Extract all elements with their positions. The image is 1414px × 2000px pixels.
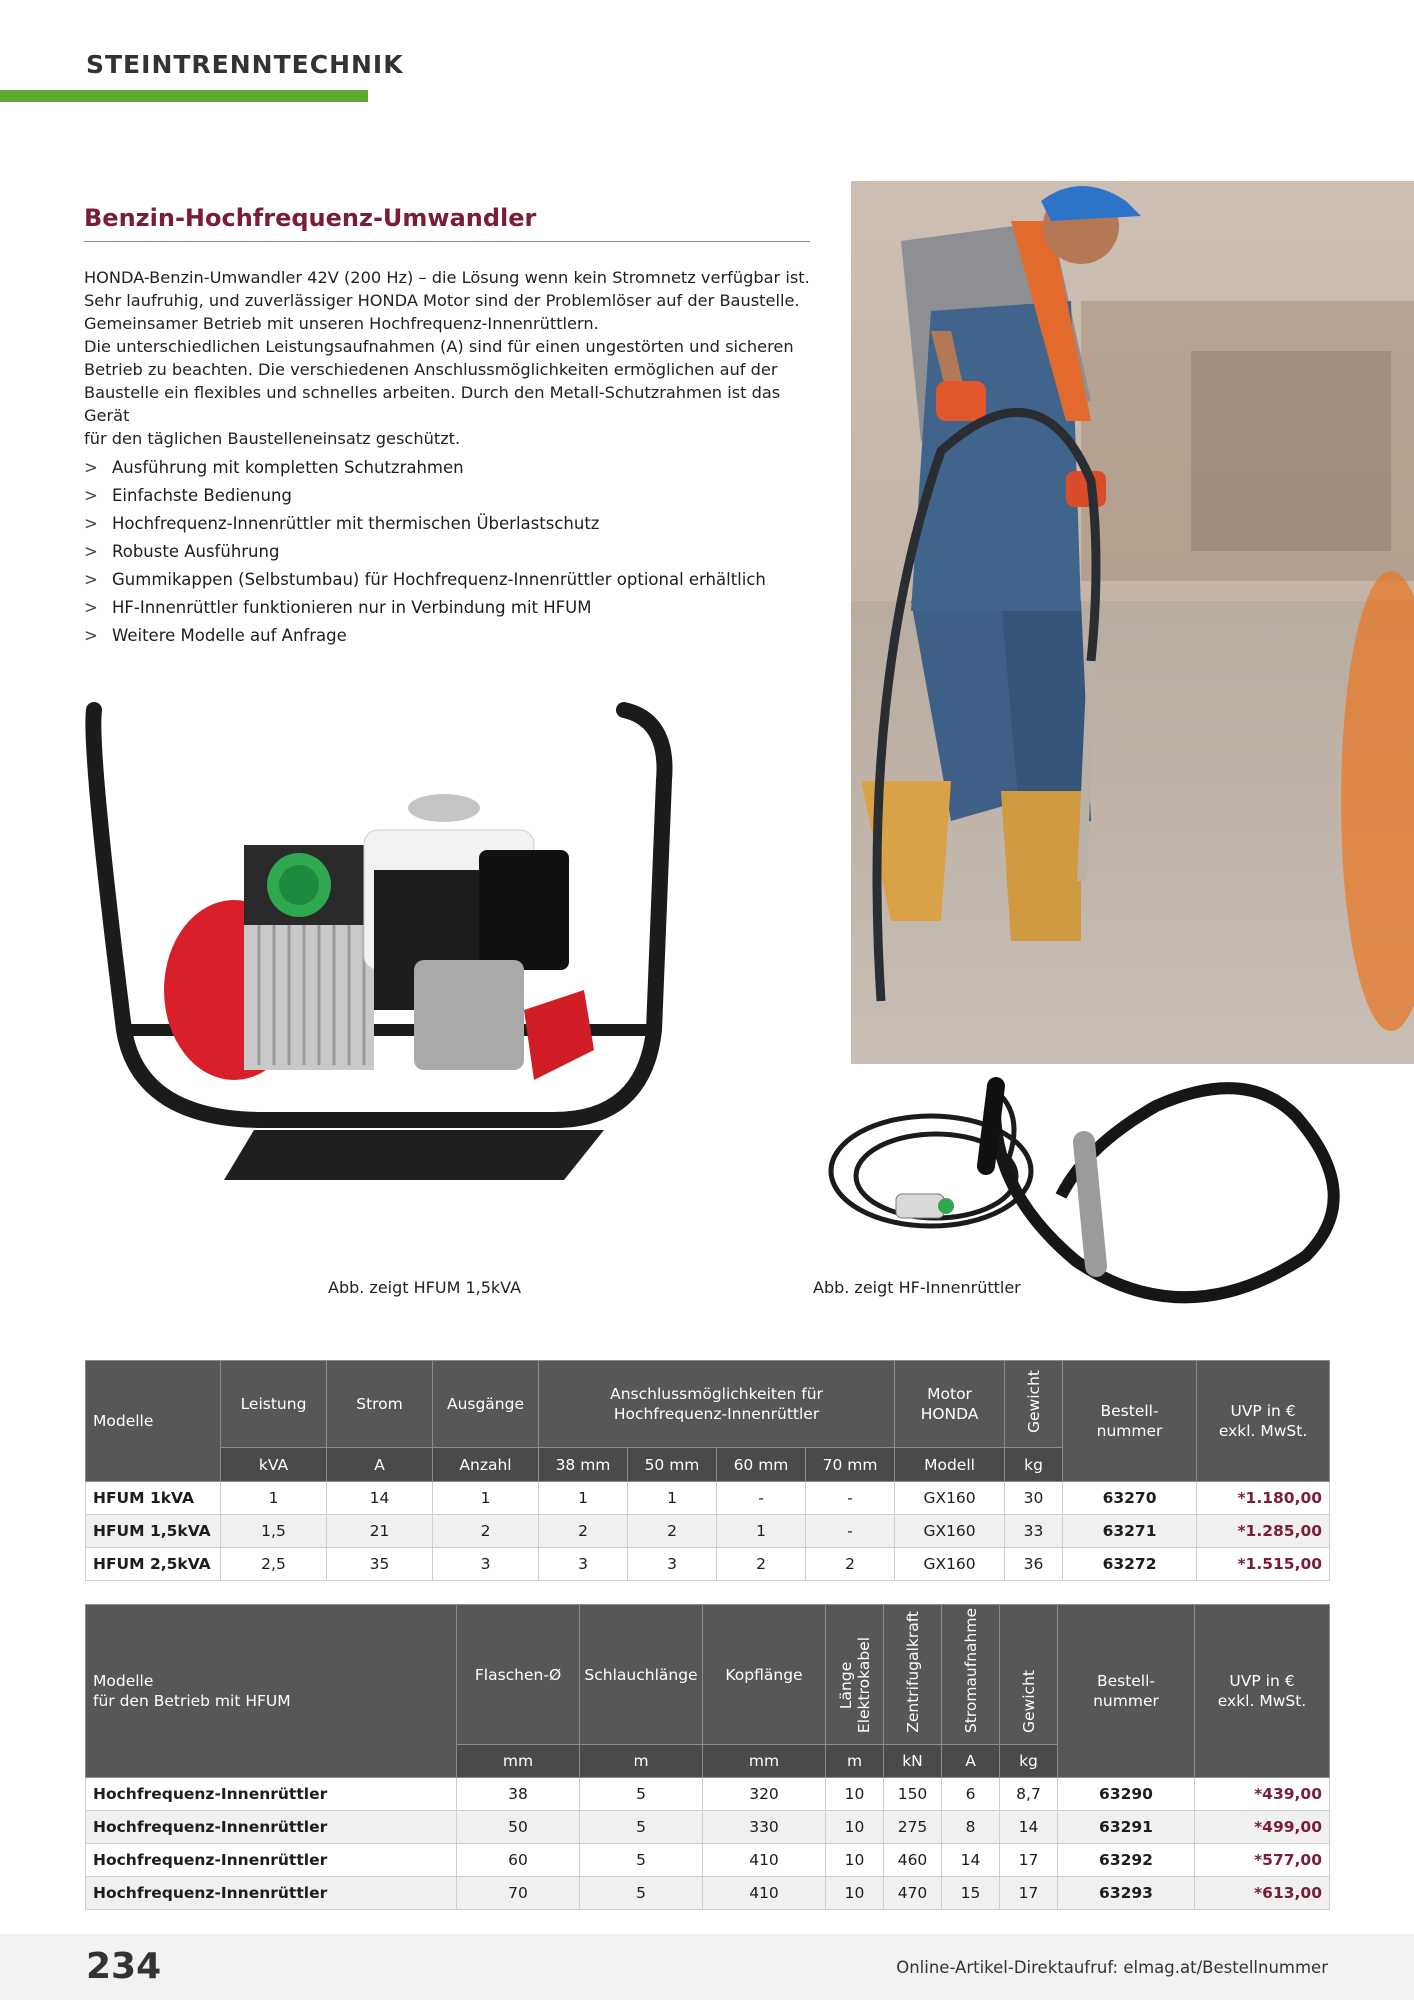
price-cell: *439,00 bbox=[1195, 1778, 1330, 1811]
table-row bbox=[86, 1548, 1330, 1581]
intro-line: Sehr laufruhig, und zuverlässiger HONDA Motor sind der Problemlöser auf der Baustelle. bbox=[84, 291, 800, 310]
price-cell: *1.515,00 bbox=[1197, 1548, 1330, 1581]
header-motor-line2: HONDA bbox=[920, 1405, 979, 1423]
table-cell: 10 bbox=[826, 1844, 884, 1877]
feature-text: Robuste Ausführung bbox=[112, 542, 280, 561]
table-cell: 10 bbox=[826, 1778, 884, 1811]
table-cell: GX160 bbox=[895, 1515, 1005, 1548]
table-cell: 36 bbox=[1005, 1548, 1063, 1581]
order-number-cell: 63271 bbox=[1063, 1515, 1197, 1548]
model-cell: Hochfrequenz-Innenrüttler bbox=[86, 1877, 457, 1910]
table-cell: 21 bbox=[327, 1515, 433, 1548]
intro-line: Die unterschiedlichen Leistungsaufnahmen (A) sind für einen ungestörten und sicheren bbox=[84, 337, 794, 356]
table-cell: 6 bbox=[942, 1778, 1000, 1811]
unit-cell: Anzahl bbox=[433, 1448, 539, 1482]
bullet-marker: > bbox=[84, 598, 98, 617]
table-cell: 330 bbox=[703, 1811, 826, 1844]
table-cell: 10 bbox=[826, 1811, 884, 1844]
table-cell: 1 bbox=[717, 1515, 806, 1548]
table-cell: 30 bbox=[1005, 1482, 1063, 1515]
order-number-cell: 63270 bbox=[1063, 1482, 1197, 1515]
header-motor-line1: Motor bbox=[927, 1385, 972, 1403]
bullet-marker: > bbox=[84, 458, 98, 477]
header-ausgaenge: Ausgänge bbox=[433, 1361, 539, 1448]
header-uvp-line2: exkl. MwSt. bbox=[1217, 1692, 1307, 1710]
unit-cell: mm bbox=[703, 1745, 826, 1778]
bullet-marker: > bbox=[84, 626, 98, 645]
feature-text: Einfachste Bedienung bbox=[112, 486, 292, 505]
table-cell: 1 bbox=[628, 1482, 717, 1515]
table-cell: 60 bbox=[457, 1844, 580, 1877]
feature-text: Ausführung mit kompletten Schutzrahmen bbox=[112, 458, 464, 477]
header-anschluss bbox=[539, 1361, 895, 1448]
table-row bbox=[86, 1778, 1330, 1811]
bullet-marker: > bbox=[84, 542, 98, 561]
header-bestell-line1: Bestell- bbox=[1096, 1672, 1156, 1690]
header-gewicht-text: Gewicht bbox=[1019, 1670, 1038, 1733]
worker-photo bbox=[851, 181, 1414, 1064]
table-cell: 8 bbox=[942, 1811, 1000, 1844]
generator-caption: Abb. zeigt HFUM 1,5kVA bbox=[328, 1278, 522, 1297]
table-cell: 14 bbox=[1000, 1811, 1058, 1844]
header-modelle: Modelle bbox=[86, 1361, 221, 1482]
price-cell: *499,00 bbox=[1195, 1811, 1330, 1844]
vibrator-spec-table bbox=[85, 1604, 1330, 1910]
header-uvp-line1: UVP in € bbox=[1230, 1402, 1296, 1420]
model-cell: Hochfrequenz-Innenrüttler bbox=[86, 1778, 457, 1811]
table-cell: 1,5 bbox=[221, 1515, 327, 1548]
table-cell: 8,7 bbox=[1000, 1778, 1058, 1811]
table-cell: 38 bbox=[457, 1778, 580, 1811]
product-title: Benzin-Hochfrequenz-Umwandler bbox=[84, 204, 537, 232]
header-uvp bbox=[1197, 1361, 1330, 1482]
header-gewicht bbox=[1005, 1361, 1063, 1448]
table-cell: 410 bbox=[703, 1844, 826, 1877]
table-cell: - bbox=[717, 1482, 806, 1515]
feature-list bbox=[84, 454, 824, 650]
unit-cell: m bbox=[826, 1745, 884, 1778]
header-kopf: Kopflänge bbox=[703, 1605, 826, 1745]
table-cell: 33 bbox=[1005, 1515, 1063, 1548]
feature-item bbox=[84, 454, 824, 482]
table-cell: 2 bbox=[717, 1548, 806, 1581]
model-cell: HFUM 1kVA bbox=[86, 1482, 221, 1515]
header-anschluss-line2: Hochfrequenz-Innenrüttler bbox=[613, 1405, 820, 1423]
bullet-marker: > bbox=[84, 486, 98, 505]
header-uvp-line2: exkl. MwSt. bbox=[1218, 1422, 1308, 1440]
feature-item bbox=[84, 510, 824, 538]
feature-item bbox=[84, 482, 824, 510]
section-accent-bar bbox=[0, 90, 368, 102]
order-number-cell: 63293 bbox=[1058, 1877, 1195, 1910]
footer-note: Online-Artikel-Direktaufruf: elmag.at/Bestellnummer bbox=[896, 1958, 1328, 1977]
intro-line: HONDA-Benzin-Umwandler 42V (200 Hz) – die Lösung wenn kein Stromnetz verfügbar ist. bbox=[84, 268, 810, 287]
feature-text: Weitere Modelle auf Anfrage bbox=[112, 626, 347, 645]
table-cell: 1 bbox=[539, 1482, 628, 1515]
table-cell: 14 bbox=[327, 1482, 433, 1515]
header-zentrifugal-text: Zentrifugalkraft bbox=[903, 1611, 922, 1733]
title-divider bbox=[84, 241, 810, 242]
table-row bbox=[86, 1515, 1330, 1548]
price-cell: *613,00 bbox=[1195, 1877, 1330, 1910]
table-cell: 35 bbox=[327, 1548, 433, 1581]
unit-cell: kVA bbox=[221, 1448, 327, 1482]
table-row bbox=[86, 1877, 1330, 1910]
table-cell: 10 bbox=[826, 1877, 884, 1910]
order-number-cell: 63292 bbox=[1058, 1844, 1195, 1877]
table-cell: 2 bbox=[539, 1515, 628, 1548]
order-number-cell: 63290 bbox=[1058, 1778, 1195, 1811]
table-cell: 5 bbox=[580, 1844, 703, 1877]
header-motor bbox=[895, 1361, 1005, 1448]
table-cell: - bbox=[806, 1515, 895, 1548]
unit-cell: 38 mm bbox=[539, 1448, 628, 1482]
header-bestell-line2: nummer bbox=[1096, 1422, 1163, 1440]
header-strom: Strom bbox=[327, 1361, 433, 1448]
product-description bbox=[84, 266, 824, 450]
section-title: STEINTRENNTECHNIK bbox=[86, 50, 404, 79]
header-laenge-line1: Länge bbox=[836, 1661, 855, 1709]
header-bestellnummer bbox=[1058, 1605, 1195, 1778]
table-cell: GX160 bbox=[895, 1548, 1005, 1581]
unit-cell: kg bbox=[1000, 1745, 1058, 1778]
table-row bbox=[86, 1811, 1330, 1844]
header-schlauch: Schlauchlänge bbox=[580, 1605, 703, 1745]
header-leistung: Leistung bbox=[221, 1361, 327, 1448]
unit-cell: 60 mm bbox=[717, 1448, 806, 1482]
table-cell: 5 bbox=[580, 1778, 703, 1811]
page-number: 234 bbox=[86, 1946, 162, 1987]
unit-cell: A bbox=[942, 1745, 1000, 1778]
unit-cell: mm bbox=[457, 1745, 580, 1778]
table-cell: 3 bbox=[628, 1548, 717, 1581]
model-cell: HFUM 2,5kVA bbox=[86, 1548, 221, 1581]
intro-line: für den täglichen Baustelleneinsatz geschützt. bbox=[84, 429, 461, 448]
vibrator-image bbox=[826, 1076, 1346, 1306]
table-cell: 50 bbox=[457, 1811, 580, 1844]
table-cell: 1 bbox=[433, 1482, 539, 1515]
table-cell: 3 bbox=[433, 1548, 539, 1581]
unit-cell: 50 mm bbox=[628, 1448, 717, 1482]
table-cell: 460 bbox=[884, 1844, 942, 1877]
feature-item bbox=[84, 566, 824, 594]
table-cell: 320 bbox=[703, 1778, 826, 1811]
table-cell: 150 bbox=[884, 1778, 942, 1811]
intro-line: Betrieb zu beachten. Die verschiedenen Anschlussmöglichkeiten ermöglichen auf der bbox=[84, 360, 778, 379]
table-row bbox=[86, 1482, 1330, 1515]
table-cell: 70 bbox=[457, 1877, 580, 1910]
order-number-cell: 63291 bbox=[1058, 1811, 1195, 1844]
header-zentrifugal bbox=[884, 1605, 942, 1745]
header-laenge bbox=[826, 1605, 884, 1745]
header-flaschen: Flaschen-Ø bbox=[457, 1605, 580, 1745]
table-cell: 3 bbox=[539, 1548, 628, 1581]
table-cell: 5 bbox=[580, 1811, 703, 1844]
header-modelle-line1: Modelle bbox=[93, 1672, 154, 1690]
feature-item bbox=[84, 594, 824, 622]
intro-line: Gemeinsamer Betrieb mit unseren Hochfrequenz-Innenrüttlern. bbox=[84, 314, 599, 333]
intro-line: Baustelle ein flexibles und schnelles arbeiten. Durch den Metall-Schutzrahmen ist das Gerät bbox=[84, 383, 781, 425]
header-bestellnummer bbox=[1063, 1361, 1197, 1482]
model-cell: HFUM 1,5kVA bbox=[86, 1515, 221, 1548]
unit-cell: Modell bbox=[895, 1448, 1005, 1482]
table-cell: 14 bbox=[942, 1844, 1000, 1877]
header-gewicht-text: Gewicht bbox=[1024, 1370, 1043, 1433]
table-cell: 1 bbox=[221, 1482, 327, 1515]
table-cell: 2,5 bbox=[221, 1548, 327, 1581]
header-strom-text: Stromaufnahme bbox=[961, 1607, 980, 1733]
table-cell: GX160 bbox=[895, 1482, 1005, 1515]
table-cell: 410 bbox=[703, 1877, 826, 1910]
header-bestell-line2: nummer bbox=[1093, 1692, 1159, 1710]
generator-image bbox=[84, 700, 824, 1280]
feature-text: HF-Innenrüttler funktionieren nur in Verbindung mit HFUM bbox=[112, 598, 592, 617]
table-cell: 17 bbox=[1000, 1877, 1058, 1910]
bullet-marker: > bbox=[84, 514, 98, 533]
header-laenge-line2: Elektrokabel bbox=[854, 1636, 873, 1733]
price-cell: *1.180,00 bbox=[1197, 1482, 1330, 1515]
header-laenge-text bbox=[837, 1637, 873, 1733]
header-stromaufnahme bbox=[942, 1605, 1000, 1745]
table-row bbox=[86, 1844, 1330, 1877]
header-anschluss-line1: Anschlussmöglichkeiten für bbox=[610, 1385, 823, 1403]
table-cell: 2 bbox=[628, 1515, 717, 1548]
table-cell: 2 bbox=[806, 1548, 895, 1581]
converter-spec-table bbox=[85, 1360, 1330, 1581]
feature-text: Hochfrequenz-Innenrüttler mit thermischen Überlastschutz bbox=[112, 514, 600, 533]
table-cell: 275 bbox=[884, 1811, 942, 1844]
unit-cell: kN bbox=[884, 1745, 942, 1778]
table-cell: 17 bbox=[1000, 1844, 1058, 1877]
vibrator-caption: Abb. zeigt HF-Innenrüttler bbox=[813, 1278, 1021, 1297]
unit-cell: A bbox=[327, 1448, 433, 1482]
table-cell: 5 bbox=[580, 1877, 703, 1910]
header-uvp-line1: UVP in € bbox=[1229, 1672, 1295, 1690]
header-modelle bbox=[86, 1605, 457, 1778]
order-number-cell: 63272 bbox=[1063, 1548, 1197, 1581]
model-cell: Hochfrequenz-Innenrüttler bbox=[86, 1844, 457, 1877]
table-cell: 2 bbox=[433, 1515, 539, 1548]
header-uvp bbox=[1195, 1605, 1330, 1778]
price-cell: *1.285,00 bbox=[1197, 1515, 1330, 1548]
unit-cell: 70 mm bbox=[806, 1448, 895, 1482]
feature-item bbox=[84, 538, 824, 566]
table-cell: 15 bbox=[942, 1877, 1000, 1910]
feature-text: Gummikappen (Selbstumbau) für Hochfrequenz-Innenrüttler optional erhältlich bbox=[112, 570, 766, 589]
header-bestell-line1: Bestell- bbox=[1100, 1402, 1159, 1420]
bullet-marker: > bbox=[84, 570, 98, 589]
price-cell: *577,00 bbox=[1195, 1844, 1330, 1877]
model-cell: Hochfrequenz-Innenrüttler bbox=[86, 1811, 457, 1844]
table-cell: - bbox=[806, 1482, 895, 1515]
feature-item bbox=[84, 622, 824, 650]
header-modelle-line2: für den Betrieb mit HFUM bbox=[93, 1692, 291, 1710]
unit-cell: kg bbox=[1005, 1448, 1063, 1482]
unit-cell: m bbox=[580, 1745, 703, 1778]
table-cell: 470 bbox=[884, 1877, 942, 1910]
header-gewicht bbox=[1000, 1605, 1058, 1745]
